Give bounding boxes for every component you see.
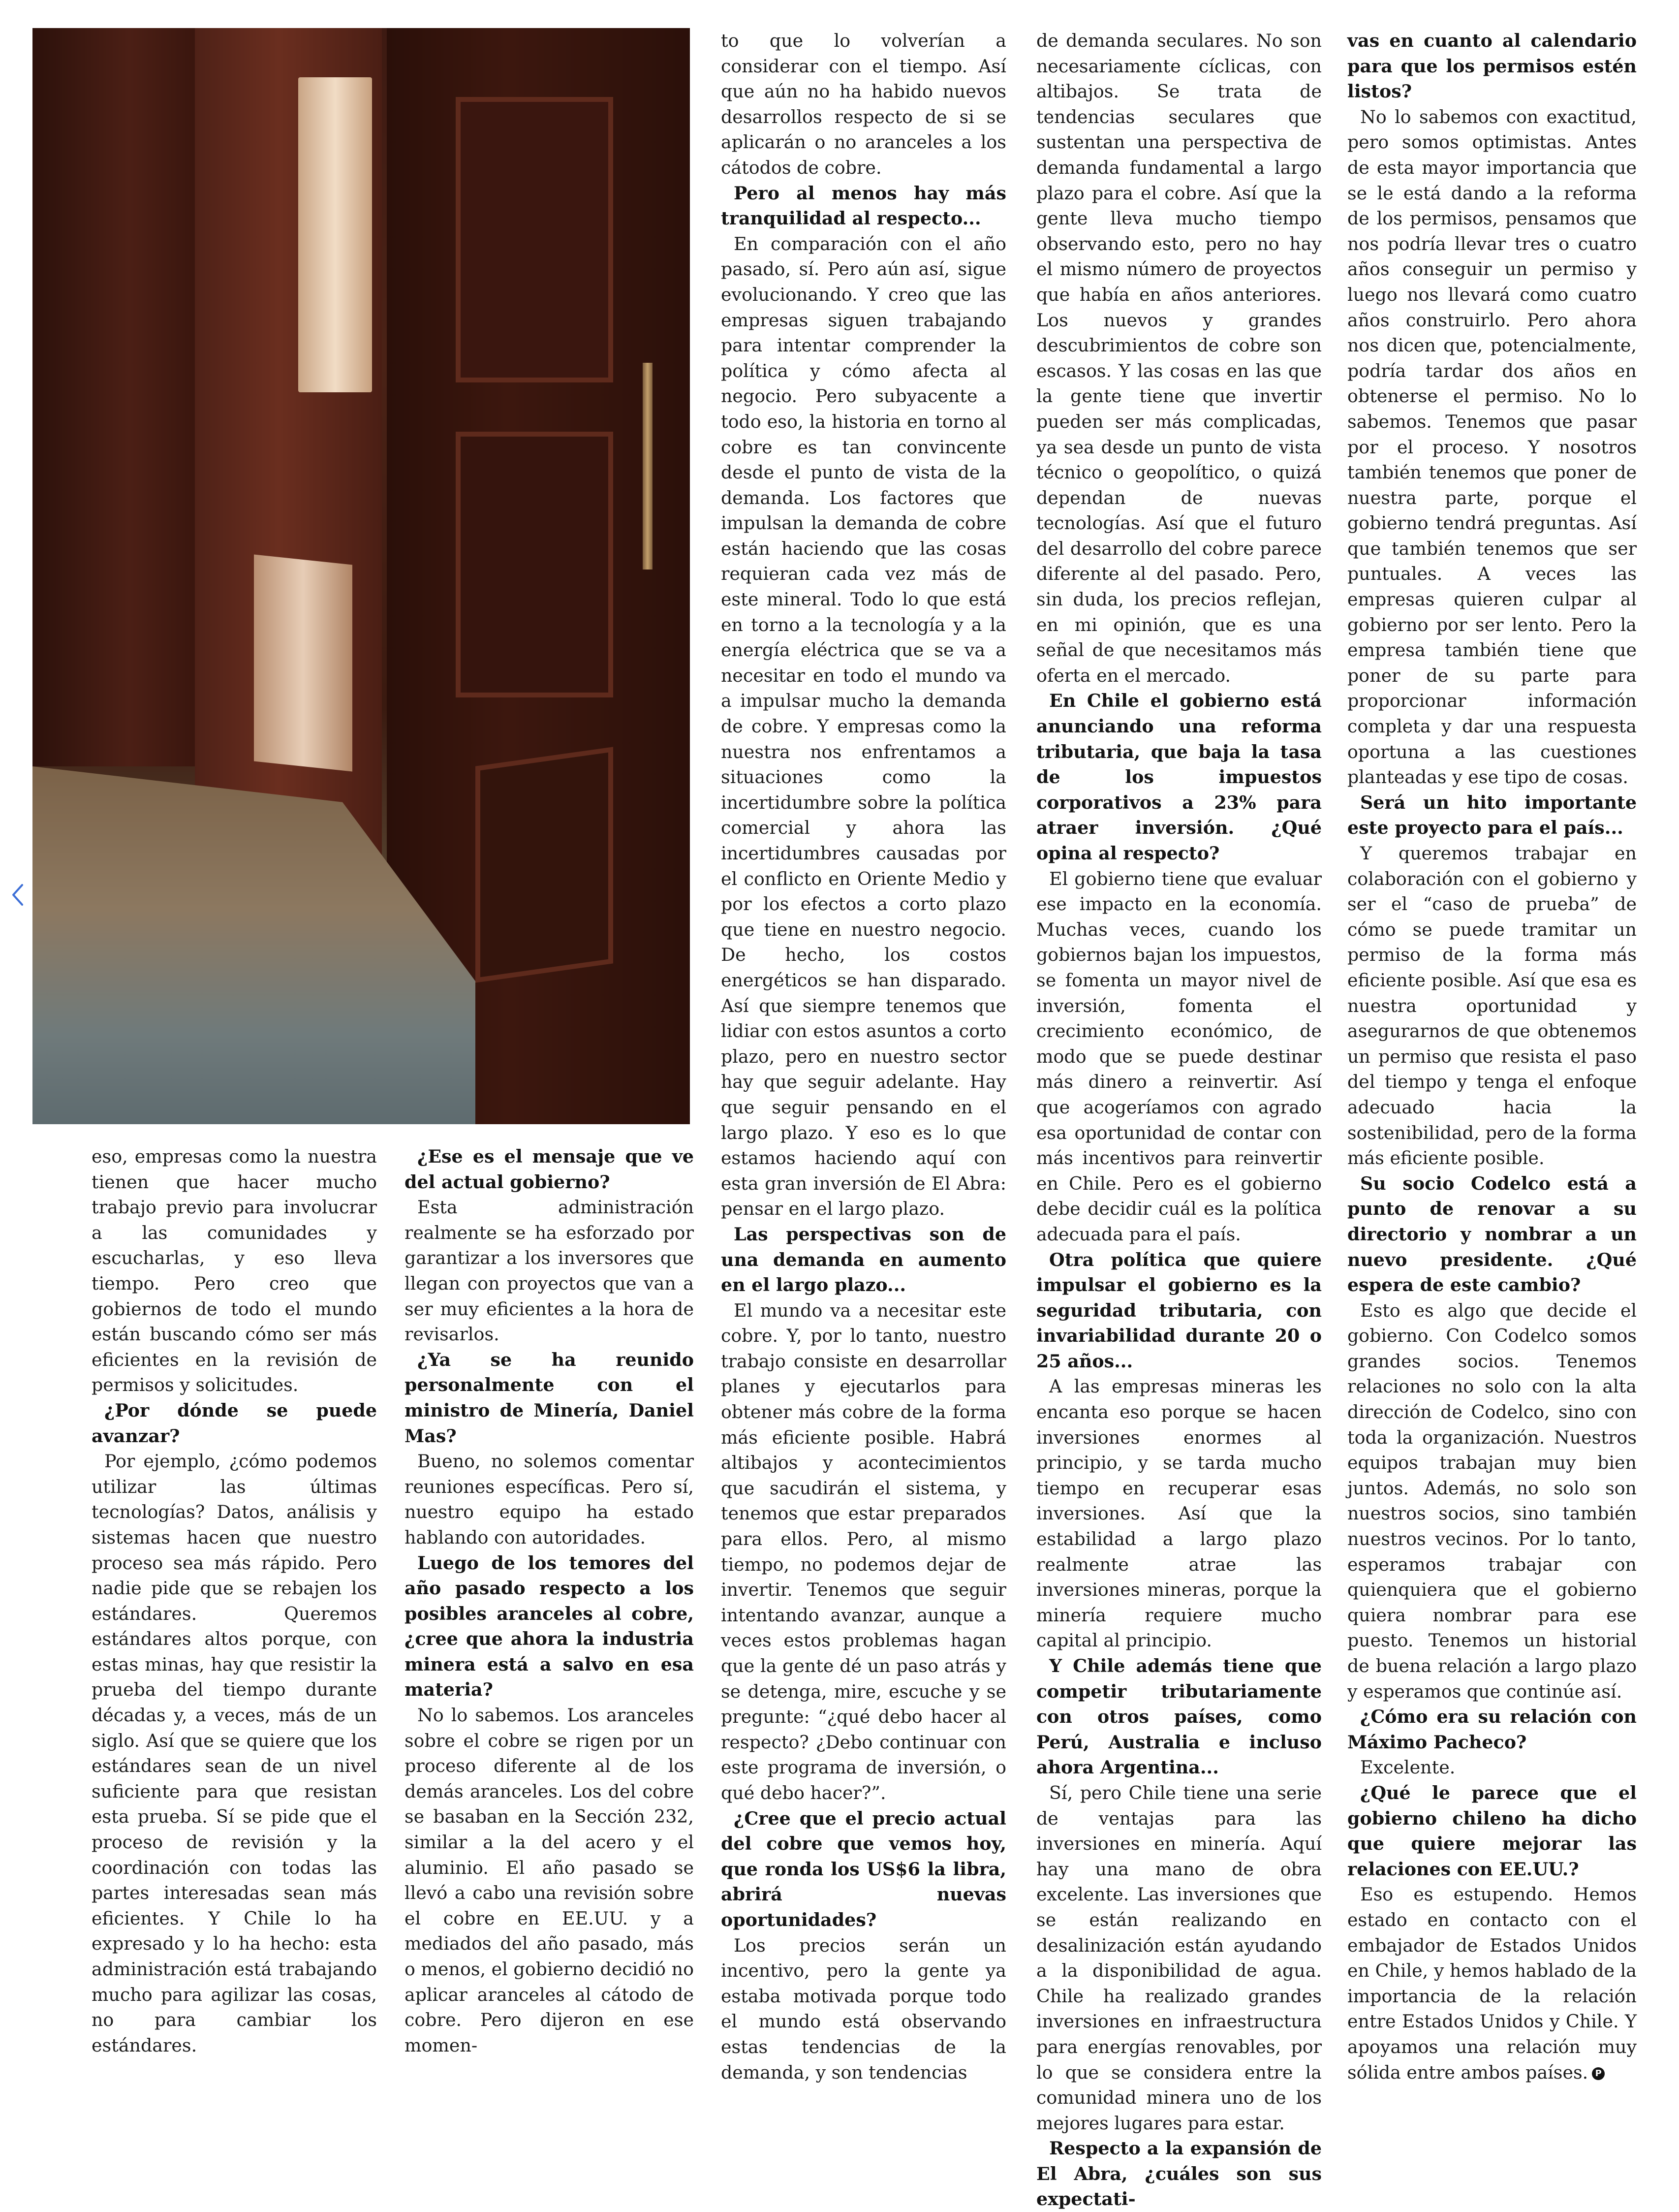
interview-answer: Por ejemplo, ¿cómo podemos utilizar las últimas tecnologías? Datos, análisis y sistemas hacen que nuestro proceso sea más rápido. Pero nadie pide que se rebajen los estándares. Queremos estándares altos porque, con estas minas, hay que resistir la prueba del tiempo durante décadas y, a veces, más de un siglo. Así que se quiere que los estándares sean de un nivel suficiente para que resistan esta prueba. Sí se pide que el proceso de revisión y la coordinación con todas las partes interesadas sean más eficientes. Y Chile lo ha expresado y lo ha hecho: esta administración está trabajando mucho para agilizar las cosas, no para cambiar los estándares. [92,1451,377,2056]
interview-question: Otra política que quiere impulsar el gobierno es la seguridad tributaria, con invariabilidad durante 20 o 25 años... [1036,1249,1322,1372]
interview-answer: Los precios serán un incentivo, pero la gente ya estaba motivada porque todo el mundo está observando estas tendencias de la demanda, y son tendencias [721,1934,1006,2083]
interview-answer: El mundo va a necesitar este cobre. Y, por lo tanto, nuestro trabajo consiste en desarrollar planes y ejecutarlos para obtener más cobre de la forma más eficiente posible. Habrá altibajos y acontecimientos que sacudirán el sistema, y tenemos que estar preparados para ellos. Pero, al mismo tiempo, no podemos dejar de invertir. Tenemos que seguir intentando avanzar, aunque a veces estos problemas hagan que la gente dé un paso atrás y se detenga, mire, escuche y se pregunte: “¿qué debo hacer al respecto? ¿Debo continuar con este programa de inversión, o qué debo hacer?”. [721,1299,1006,1803]
door-handle [643,363,653,569]
interview-answer: A las empresas mineras les encanta eso porque se hacen inversiones enormes al principio, y se tarda mucho tiempo en recuperar esas inversiones. Así que la estabilidad a largo plazo realmente atrae las inversiones mineras, porque la minería requiere mucho capital al principio. [1036,1376,1322,1651]
interview-question: Luego de los temores del año pasado respecto a los posibles aranceles al cobre, ¿cree que ahora la industria minera está a salvo en esa materia? [404,1552,694,1701]
door-frame-left [32,28,195,766]
interview-answer: Eso es estupendo. Hemos estado en contacto con el embajador de Estados Unidos en Chile, y hemos hablado de la importancia de la relación entre Estados Unidos y Chile. Y apoyamos una relación muy sólida entre ambos países. P [1347,1884,1637,2083]
end-of-article-mark: P [1592,2067,1605,2080]
interview-question: En Chile el gobierno está anunciando una reforma tributaria, que baja la tasa de los impuestos corporativos a 23% para atraer inversión. ¿Qué opina al respecto? [1036,690,1322,864]
light-strip-upper [298,77,372,392]
interview-question: ¿Cree que el precio actual del cobre que vemos hoy, que ronda los US$6 la libra, abrirá nuevas oportunidades? [721,1807,1006,1930]
light-strip-lower [254,554,352,771]
interview-question: vas en cuanto al calendario para que los permisos estén listos? [1347,30,1637,102]
article-column-3 [721,28,1006,2083]
interview-question: ¿Qué le parece que el gobierno chileno ha dicho que quiere mejorar las relaciones con EE.UU.? [1347,1782,1637,1880]
interview-question: ¿Por dónde se puede avanzar? [92,1399,377,1447]
article-column-1 [92,1144,377,2056]
interview-question: Su socio Codelco está a punto de renovar a su directorio y nombrar a un nuevo presidente. ¿Qué espera de este cambio? [1347,1172,1637,1296]
article-column-4 [1036,28,1322,2210]
interview-question: Pero al menos hay más tranquilidad al respecto... [721,182,1006,229]
interview-question: ¿Ya se ha reunido personalmente con el ministro de Minería, Daniel Mas? [404,1349,694,1447]
interview-question: ¿Cómo era su relación con Máximo Pacheco? [1347,1706,1637,1753]
interview-question: Respecto a la expansión de El Abra, ¿cuáles son sus expectati- [1036,2138,1322,2210]
previous-page-arrow[interactable] [9,881,27,909]
interview-answer: Y queremos trabajar en colaboración con el gobierno y ser el “caso de prueba” de cómo se puede tramitar un permiso de la forma más eficiente posible. Así que esa es nuestra oportunidad y asegurarnos de que obtenemos un permiso que resista el paso del tiempo y tenga el enfoque adecuado hacia la sostenibilidad, pero de la forma más eficiente posible. [1347,843,1637,1169]
interview-answer: En comparación con el año pasado, sí. Pero aún así, sigue evolucionando. Y creo que las empresas siguen trabajando para intentar comprender la política y cómo afecta al negocio. Pero subyacente a todo eso, la historia en torno al cobre es tan convincente desde el punto de vista de la demanda. Los factores que impulsan la demanda de cobre están haciendo que las cosas requieran cada vez más de este mineral. Todo lo que está en torno a la tecnología y a la energía eléctrica que se va a necesitar en todo el mundo va a impulsar mucho la demanda de cobre. Y empresas como la nuestra nos enfrentamos a situaciones como la incertidumbre sobre la política comercial y ahora las incertidumbres causadas por el conflicto en Oriente Medio y por los efectos a corto plazo que tiene en nuestro negocio. De hecho, los costos energéticos se han disparado. Así que siempre tenemos que lidiar con estos asuntos a corto plazo, pero en nuestro sector hay que seguir adelante. Hay que seguir pensando en el largo plazo. Y eso es lo que estamos haciendo aquí con esta gran inversión de El Abra: pensar en el largo plazo. [721,233,1006,1220]
interview-answer: Sí, pero Chile tiene una serie de ventajas para las inversiones en minería. Aquí hay una mano de obra excelente. Las inversiones que se están realizando en desalinización están ayudando a la disponibilidad de agua. Chile ha realizado grandes inversiones en infraestructura para energías renovables, por lo que se considera entre la comunidad minera uno de los mejores lugares para estar. [1036,1782,1322,2134]
interview-answer: eso, empresas como la nuestra tienen que hacer mucho trabajo previo para involucrar a las comunidades y escucharlas, y eso lleva tiempo. Pero creo que gobiernos de todo el mundo están buscando cómo ser más eficientes en la revisión de permisos y solicitudes. [92,1146,377,1396]
interview-question: ¿Ese es el mensaje que ve del actual gobierno? [404,1146,694,1193]
interview-answer: to que lo volverían a considerar con el tiempo. Así que aún no ha habido nuevos desarrollos respecto de si se aplicarán o no aranceles a los cátodos de cobre. [721,30,1006,178]
door-panel-1 [456,97,613,382]
interview-answer: No lo sabemos. Los aranceles sobre el cobre se rigen por un proceso diferente al de los demás aranceles. Los del cobre se basaban en la Sección 232, similar a la del acero y el aluminio. El año pasado se llevó a cabo una revisión sobre el cobre en EE.UU. y a mediados del año pasado, más o menos, el gobierno decidió no aplicar aranceles al cátodo de cobre. Pero dijeron en ese momen- [404,1705,694,2056]
interview-answer: de demanda seculares. No son necesariamente cíclicas, con altibajos. Se trata de tendencias seculares que sustentan una perspectiva de demanda fundamental a largo plazo para el cobre. Así que la gente lleva mucho tiempo observando esto, pero no hay el mismo número de proyectos que había en años anteriores. Los nuevos y grandes descubrimientos de cobre son escasos. Y las cosas en las que la gente tiene que invertir pueden ser más complicadas, ya sea desde un punto de vista técnico o geopolítico, o quizá dependan de nuevas tecnologías. Así que el futuro del desarrollo del cobre parece diferente al del pasado. Pero, sin duda, los precios reflejan, en mi opinión, que es una señal de que necesitamos más oferta en el mercado. [1036,30,1322,686]
interview-question: Será un hito importante este proyecto para el país... [1347,791,1637,839]
article-column-5 [1347,28,1637,2083]
interview-answer: Esta administración realmente se ha esforzado por garantizar a los inversores que llegan con proyectos que van a ser muy eficientes a la hora de revisarlos. [404,1197,694,1345]
article-photo [32,28,690,1124]
interview-question: Las perspectivas son de una demanda en aumento en el largo plazo... [721,1223,1006,1296]
interview-answer: El gobierno tiene que evaluar ese impacto en la economía. Muchas veces, cuando los gobiernos bajan los impuestos, se fomenta un mayor nivel de inversión, fomenta el crecimiento económico, de modo que se puede destinar más dinero a reinvertir. Así que acogeríamos con agrado esa oportunidad de contar con más incentivos para reinvertir en Chile. Pero es el gobierno debe decidir cuál es la política adecuada para el país. [1036,868,1322,1245]
interview-question: Y Chile además tiene que competir tributariamente con otros países, como Perú, Australia e incluso ahora Argentina... [1036,1655,1322,1778]
door-panel-3 [475,747,613,982]
interview-answer: Esto es algo que decide el gobierno. Con Codelco somos grandes socios. Tenemos relaciones no solo con la alta dirección de Codelco, sino con toda la organización. Nuestros equipos trabajan muy bien juntos. Además, no solo son nuestros socios, sino también nuestros vecinos. Por lo tanto, esperamos trabajar con quienquiera que el gobierno quiera nombrar para ese puesto. Tenemos un historial de buena relación a largo plazo y esperamos que continúe así. [1347,1299,1637,1702]
door-panel-2 [456,432,613,697]
interview-answer: Bueno, no solemos comentar reuniones específicas. Pero sí, nuestro equipo ha estado hablando con autoridades. [404,1451,694,1548]
chevron-left-icon [11,883,24,907]
interview-answer: Excelente. [1360,1757,1456,1778]
article-column-2 [404,1144,694,2056]
interview-answer: No lo sabemos con exactitud, pero somos optimistas. Antes de esta mayor importancia que se le está dando a la reforma de los permisos, pensamos que nos podría llevar tres o cuatro años conseguir un permiso y luego nos llevará como cuatro años construirlo. Pero ahora nos dicen que, potencialmente, podría tardar dos años en obtenerse el permiso. No lo sabemos. Tenemos que pasar por el proceso. Y nosotros también tenemos que poner de nuestra parte, porque el gobierno tendrá preguntas. Así que también tenemos que ser puntuales. A veces las empresas quieren culpar al gobierno por ser lento. Pero la empresa también tiene que poner de su parte para proporcionar información completa y dar una respuesta oportuna a las cuestiones planteadas y ese tipo de cosas. [1347,106,1637,788]
